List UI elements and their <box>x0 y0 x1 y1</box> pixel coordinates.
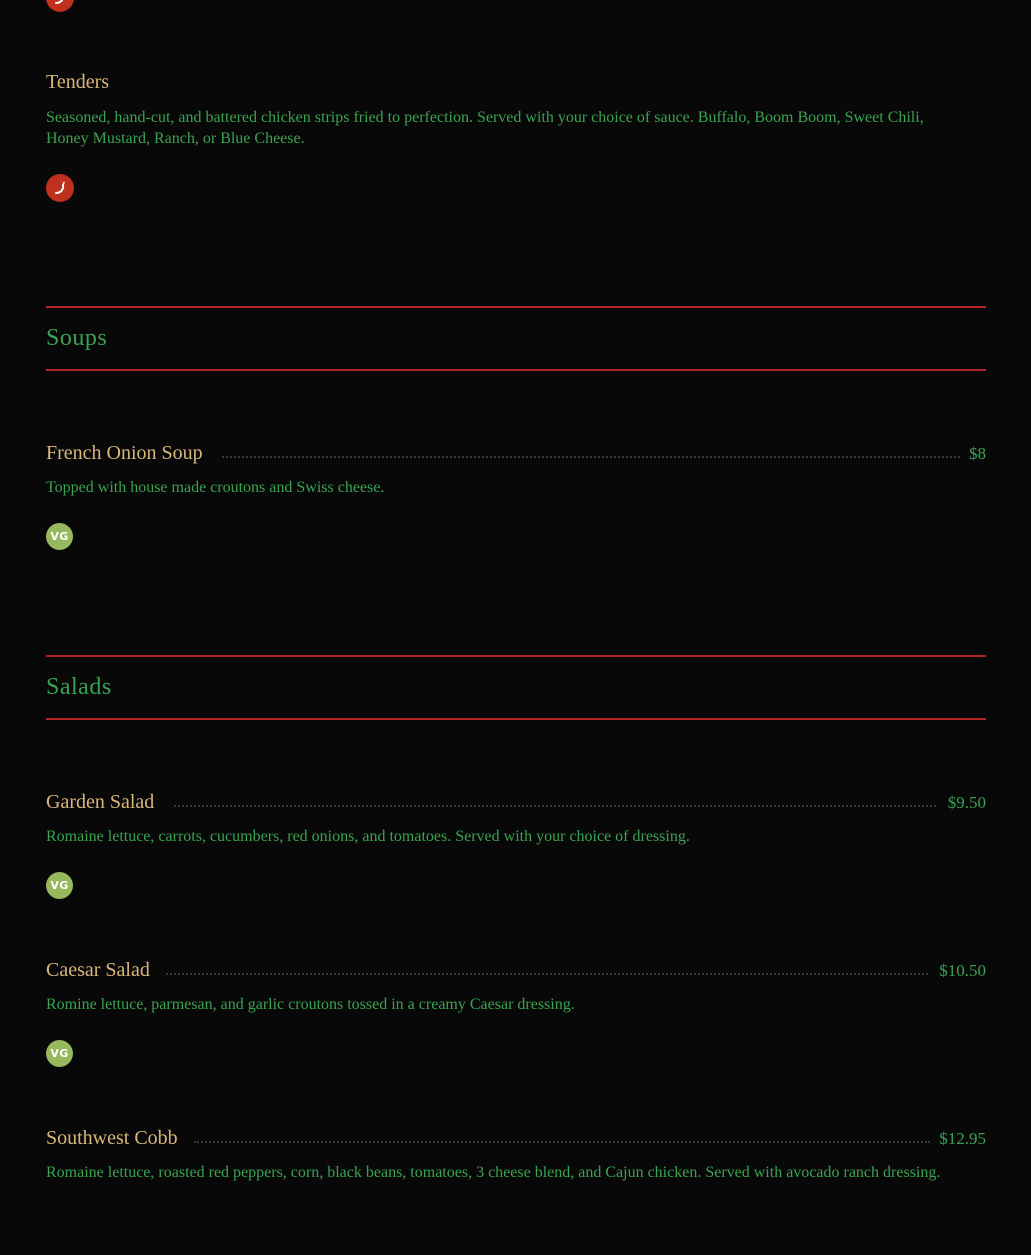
menu-item-description: Romaine lettuce, carrots, cucumbers, red onions, and tomatoes. Served with your choice of dressing. <box>46 828 690 845</box>
menu-item-name: Garden Salad <box>46 791 155 813</box>
menu-item-name: French Onion Soup <box>46 442 203 464</box>
menu-item-price: $9.50 <box>947 793 986 812</box>
section-title-soups: Soups <box>46 325 108 351</box>
menu-item-price: $12.95 <box>939 1129 986 1148</box>
menu-item-name: Caesar Salad <box>46 959 150 981</box>
menu-item-description: Romine lettuce, parmesan, and garlic croutons tossed in a creamy Caesar dressing. <box>46 996 575 1013</box>
leader-dots <box>194 1141 930 1143</box>
menu-item-price: $10.50 <box>939 961 986 980</box>
section-divider-top <box>46 306 986 308</box>
section-divider-top <box>46 655 986 657</box>
menu-item-name: Tenders <box>46 71 110 93</box>
menu-item-description: Seasoned, hand-cut, and battered chicken strips fried to perfection. Served with your choice of sauce. Buffalo, Boom Boom, Sweet Chili, Honey Mustard, Ranch, or Blue Cheese. <box>46 109 924 147</box>
spicy-badge <box>46 174 74 202</box>
section-divider-bottom <box>46 718 986 720</box>
leader-dots <box>166 973 928 975</box>
section-title-salads: Salads <box>46 674 112 700</box>
menu-item-description: Romaine lettuce, roasted red peppers, corn, black beans, tomatoes, 3 cheese blend, and Cajun chicken. Served with avocado ranch dressing. <box>46 1164 941 1181</box>
menu-item-name: Southwest Cobb <box>46 1127 178 1149</box>
spicy-badge <box>46 0 74 12</box>
leader-dots <box>174 805 936 807</box>
leader-dots <box>222 456 960 458</box>
vegetarian-badge: VG <box>46 523 73 550</box>
section-divider-bottom <box>46 369 986 371</box>
chili-pepper-icon <box>52 180 68 196</box>
chili-pepper-icon <box>52 0 68 6</box>
menu-item-description: Topped with house made croutons and Swiss cheese. <box>46 479 385 496</box>
menu-item-price: $8 <box>969 444 986 463</box>
vegetarian-badge: VG <box>46 872 73 899</box>
vegetarian-badge: VG <box>46 1040 73 1067</box>
